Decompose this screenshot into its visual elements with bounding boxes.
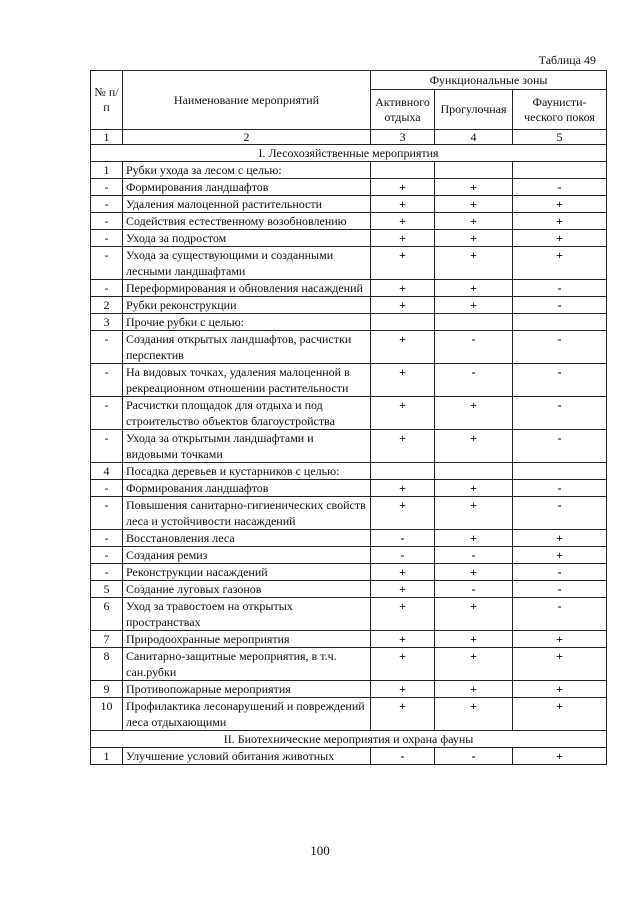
table-row [91, 648, 607, 681]
fauna-zone-mark: + [513, 631, 607, 648]
walking-zone-mark: + [435, 480, 513, 497]
measure-name: Формирования ландшафтов [123, 480, 371, 497]
walking-zone-mark: + [435, 430, 513, 463]
table-row [91, 598, 607, 631]
table-label: Таблица 49 [538, 53, 596, 67]
walking-zone-mark: + [435, 631, 513, 648]
measure-name: Рубки ухода за лесом с целью: [123, 162, 371, 179]
active-zone-mark: + [371, 364, 435, 397]
row-number: - [91, 179, 123, 196]
measure-name: Улучшение условий обитания животных [123, 748, 371, 765]
measure-name: Создание луговых газонов [123, 581, 371, 598]
active-zone-mark: + [371, 564, 435, 581]
table-row [91, 681, 607, 698]
header-zone-active: Активного отдыха [371, 90, 435, 130]
walking-zone-mark: - [435, 581, 513, 598]
table-row [91, 497, 607, 530]
walking-zone-mark: + [435, 530, 513, 547]
walking-zone-mark: + [435, 213, 513, 230]
section-row [91, 731, 607, 748]
measure-name: Рубки реконструкции [123, 297, 371, 314]
measure-name: Профилактика лесонарушений и повреждений леса отдыхающими [123, 698, 371, 731]
fauna-zone-mark: + [513, 698, 607, 731]
fauna-zone-mark: + [513, 196, 607, 213]
walking-zone-mark: + [435, 230, 513, 247]
measure-name: Ухода за открытыми ландшафтами и видовыми точками [123, 430, 371, 463]
measure-name: Переформирования и обновления насаждений [123, 280, 371, 297]
fauna-zone-mark: - [513, 430, 607, 463]
walking-zone-mark: + [435, 179, 513, 196]
table-body [91, 145, 607, 765]
table-row [91, 397, 607, 430]
table-row [91, 698, 607, 731]
fauna-zone-mark: - [513, 480, 607, 497]
table-row [91, 230, 607, 247]
walking-zone-mark: - [435, 547, 513, 564]
active-zone-mark: - [371, 530, 435, 547]
table-row [91, 179, 607, 196]
header-num: № п/п [91, 71, 123, 130]
fauna-zone-mark: - [513, 364, 607, 397]
active-zone-mark: + [371, 247, 435, 280]
measure-name: Противопожарные мероприятия [123, 681, 371, 698]
measure-name: Реконструкции насаждений [123, 564, 371, 581]
table-row [91, 213, 607, 230]
row-number: 2 [91, 297, 123, 314]
active-zone-mark: + [371, 648, 435, 681]
header-zones-group: Функциональные зоны [371, 71, 607, 90]
measure-name: Ухода за существующими и созданными лесными ландшафтами [123, 247, 371, 280]
measures-table [90, 70, 607, 765]
active-zone-mark: + [371, 480, 435, 497]
walking-zone-mark: + [435, 698, 513, 731]
walking-zone-mark [435, 463, 513, 480]
row-number: 1 [91, 748, 123, 765]
fauna-zone-mark [513, 162, 607, 179]
fauna-zone-mark: - [513, 564, 607, 581]
table-row [91, 748, 607, 765]
row-number: 1 [91, 162, 123, 179]
active-zone-mark: - [371, 748, 435, 765]
fauna-zone-mark: + [513, 748, 607, 765]
walking-zone-mark [435, 162, 513, 179]
measure-name: Посадка деревьев и кустарников с целью: [123, 463, 371, 480]
active-zone-mark [371, 162, 435, 179]
fauna-zone-mark: + [513, 530, 607, 547]
walking-zone-mark: - [435, 331, 513, 364]
table-row [91, 280, 607, 297]
row-number: 5 [91, 581, 123, 598]
header-index-4: 4 [435, 130, 513, 145]
fauna-zone-mark: - [513, 280, 607, 297]
header-index-1: 1 [91, 130, 123, 145]
walking-zone-mark: + [435, 297, 513, 314]
fauna-zone-mark: - [513, 581, 607, 598]
section-row [91, 145, 607, 162]
table-row [91, 463, 607, 480]
row-number: - [91, 497, 123, 530]
measures-table-container [90, 70, 606, 765]
active-zone-mark: + [371, 230, 435, 247]
row-number: 9 [91, 681, 123, 698]
measure-name: Расчистки площадок для отдыха и под строительство объектов благоустройства [123, 397, 371, 430]
table-row [91, 331, 607, 364]
fauna-zone-mark: - [513, 598, 607, 631]
table-row [91, 581, 607, 598]
table-row [91, 314, 607, 331]
header-zone-walking: Прогулочная [435, 90, 513, 130]
row-number: - [91, 364, 123, 397]
fauna-zone-mark: - [513, 331, 607, 364]
walking-zone-mark: - [435, 364, 513, 397]
active-zone-mark: + [371, 280, 435, 297]
active-zone-mark: + [371, 179, 435, 196]
active-zone-mark: + [371, 297, 435, 314]
table-row [91, 631, 607, 648]
active-zone-mark [371, 463, 435, 480]
header-zone-fauna: Фаунисти-ческого покоя [513, 90, 607, 130]
measure-name: Ухода за подростом [123, 230, 371, 247]
row-number: - [91, 430, 123, 463]
row-number: - [91, 547, 123, 564]
active-zone-mark: + [371, 331, 435, 364]
walking-zone-mark: + [435, 497, 513, 530]
row-number: - [91, 213, 123, 230]
walking-zone-mark [435, 314, 513, 331]
fauna-zone-mark: + [513, 213, 607, 230]
active-zone-mark: + [371, 213, 435, 230]
walking-zone-mark: + [435, 196, 513, 213]
table-row [91, 364, 607, 397]
row-number: 4 [91, 463, 123, 480]
fauna-zone-mark [513, 314, 607, 331]
header-index-2: 2 [123, 130, 371, 145]
measure-name: Уход за травостоем на открытых пространствах [123, 598, 371, 631]
active-zone-mark: + [371, 631, 435, 648]
walking-zone-mark: + [435, 564, 513, 581]
fauna-zone-mark: - [513, 497, 607, 530]
section-title: II. Биотехнические мероприятия и охрана фауны [91, 731, 607, 748]
measure-name: Содействия естественному возобновлению [123, 213, 371, 230]
fauna-zone-mark: + [513, 648, 607, 681]
header-name: Наименование мероприятий [123, 71, 371, 130]
measure-name: Создания открытых ландшафтов, расчистки перспектив [123, 331, 371, 364]
active-zone-mark: + [371, 581, 435, 598]
measure-name: Формирования ландшафтов [123, 179, 371, 196]
row-number: - [91, 196, 123, 213]
table-row [91, 530, 607, 547]
walking-zone-mark: + [435, 280, 513, 297]
fauna-zone-mark: - [513, 397, 607, 430]
active-zone-mark: + [371, 196, 435, 213]
row-number: 8 [91, 648, 123, 681]
measure-name: Удаления малоценной растительности [123, 196, 371, 213]
table-row [91, 547, 607, 564]
active-zone-mark: + [371, 397, 435, 430]
table-row [91, 564, 607, 581]
fauna-zone-mark: + [513, 547, 607, 564]
measure-name: Прочие рубки с целью: [123, 314, 371, 331]
row-number: - [91, 480, 123, 497]
fauna-zone-mark: + [513, 247, 607, 280]
active-zone-mark: + [371, 598, 435, 631]
row-number: 7 [91, 631, 123, 648]
measure-name: На видовых точках, удаления малоценной в рекреационном отношении растительности [123, 364, 371, 397]
measure-name: Повышения санитарно-гигиенических свойств леса и устойчивости насаждений [123, 497, 371, 530]
fauna-zone-mark: + [513, 230, 607, 247]
table-row [91, 196, 607, 213]
measure-name: Природоохранные мероприятия [123, 631, 371, 648]
table-row [91, 480, 607, 497]
row-number: - [91, 397, 123, 430]
walking-zone-mark: + [435, 397, 513, 430]
walking-zone-mark: - [435, 748, 513, 765]
row-number: - [91, 530, 123, 547]
active-zone-mark: + [371, 681, 435, 698]
header-index-5: 5 [513, 130, 607, 145]
row-number: 3 [91, 314, 123, 331]
active-zone-mark [371, 314, 435, 331]
row-number: - [91, 564, 123, 581]
table-row [91, 430, 607, 463]
row-number: - [91, 230, 123, 247]
row-number: 10 [91, 698, 123, 731]
walking-zone-mark: + [435, 681, 513, 698]
fauna-zone-mark [513, 463, 607, 480]
fauna-zone-mark: + [513, 681, 607, 698]
active-zone-mark: + [371, 698, 435, 731]
row-number: - [91, 247, 123, 280]
walking-zone-mark: + [435, 598, 513, 631]
active-zone-mark: + [371, 497, 435, 530]
fauna-zone-mark: - [513, 297, 607, 314]
row-number: - [91, 280, 123, 297]
table-row [91, 162, 607, 179]
header-index-3: 3 [371, 130, 435, 145]
table-row [91, 247, 607, 280]
table-row [91, 297, 607, 314]
walking-zone-mark: + [435, 247, 513, 280]
row-number: 6 [91, 598, 123, 631]
measure-name: Создания ремиз [123, 547, 371, 564]
fauna-zone-mark: - [513, 179, 607, 196]
walking-zone-mark: + [435, 648, 513, 681]
page-number: 100 [310, 843, 330, 858]
section-title: I. Лесохозяйственные мероприятия [91, 145, 607, 162]
measure-name: Восстановления леса [123, 530, 371, 547]
active-zone-mark: - [371, 547, 435, 564]
row-number: - [91, 331, 123, 364]
measure-name: Санитарно-защитные мероприятия, в т.ч. сан.рубки [123, 648, 371, 681]
active-zone-mark: + [371, 430, 435, 463]
